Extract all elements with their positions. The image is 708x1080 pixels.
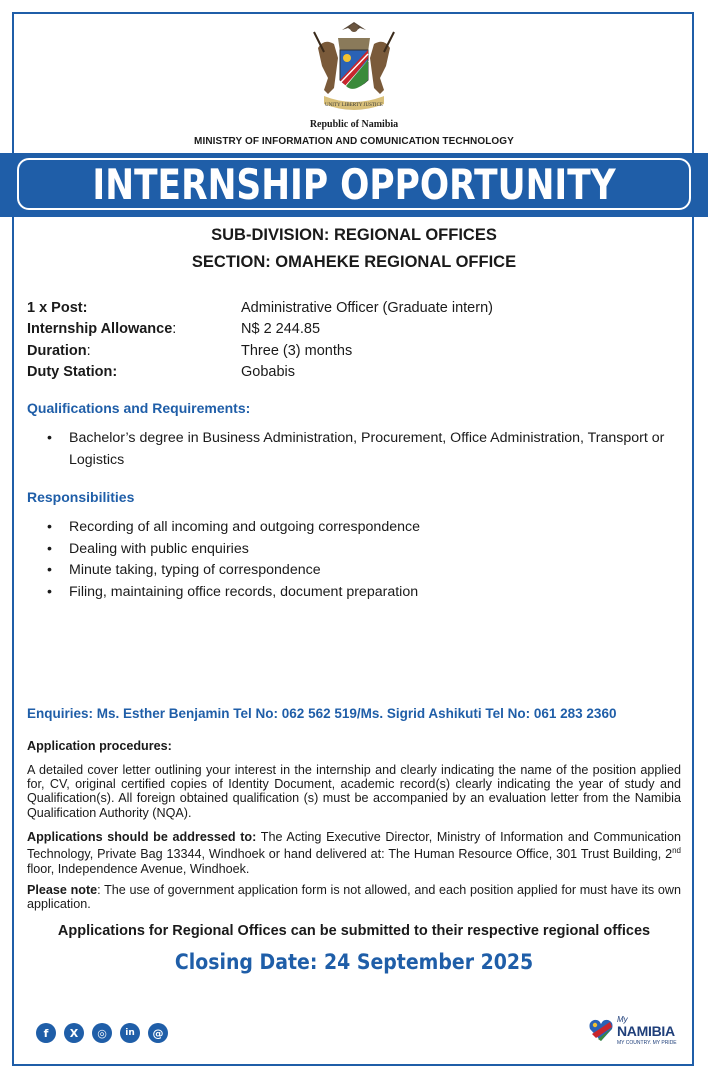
closing-date [0,950,708,974]
detail-row-post [27,297,687,319]
list-item: • Filing, maintaining office records, document preparation [27,582,689,604]
detail-label: Internship Allowance [27,321,173,338]
list-item: • Dealing with public enquiries [27,539,689,561]
note-text: : The use of government application form is not allowed, and each position applied for must have its own application. [27,883,681,912]
detail-row-allowance [27,319,687,341]
detail-label: Duty Station: [27,364,118,381]
brand-tagline: MY COUNTRY. MY PRIDE [617,1040,677,1046]
address-superscript: nd [672,846,681,856]
application-note [27,883,681,911]
instagram-icon[interactable]: ◎ [92,1023,112,1043]
detail-row-duration [27,340,687,362]
facebook-icon[interactable]: f [36,1023,56,1043]
application-procedures-heading: Application procedures: [27,739,172,753]
ministry-name: MINISTRY OF INFORMATION AND COMUNICATION TECHNOLOGY [194,136,514,147]
my-namibia-logo [586,1014,682,1050]
address-text-end: floor, Independence Avenue, Windhoek. [27,861,250,876]
detail-row-station [27,362,687,384]
list-item: • Recording of all incoming and outgoing correspondence [27,517,689,539]
list-item: • Minute taking, typing of correspondence [27,560,689,582]
responsibilities-heading: Responsibilities [27,489,135,505]
address-label: Applications should be addressed to: [27,830,257,844]
detail-value: N$ 2 244.85 [241,321,321,338]
subdivision-heading: SUB-DIVISION: REGIONAL OFFICES [211,226,497,244]
title-banner-frame [17,158,691,210]
linkedin-icon[interactable]: in [120,1023,140,1043]
section-heading: SECTION: OMAHEKE REGIONAL OFFICE [191,253,517,271]
title-banner [0,153,708,217]
detail-label: 1 x Post: [27,299,88,316]
enquiries-line: Enquiries: Ms. Esther Benjamin Tel No: 062 562 519/Ms. Sigrid Ashikuti Tel No: 061 283 2360 [27,706,617,721]
detail-label-colon: : [172,321,177,338]
application-address [27,830,681,876]
brand-name: NAMIBIA [617,1023,675,1039]
threads-icon[interactable]: @ [148,1023,168,1043]
republic-name: Republic of Namibia [309,119,399,130]
page-title: INTERNSHIP OPPORTUNITY [92,159,616,209]
regional-offices-note: Applications for Regional Offices can be submitted to their respective regional offices [57,923,651,939]
heart-flag-icon [588,1018,614,1042]
brand-my: My [617,1015,628,1024]
social-links [36,1023,168,1043]
address-text: The Acting Executive Director, Ministry of Information and Communication Technology, Private Bag 13344, Windhoek or hand delivered at: The Human Resource Office, 301 Trust Building, 2 [27,830,681,862]
qualifications-list [27,428,689,471]
closing-date-text: Closing Date: 24 September 2025 [174,950,534,974]
post-details [27,297,687,383]
detail-value: Administrative Officer (Graduate intern) [241,299,493,316]
detail-value: Gobabis [241,364,296,381]
note-label: Please note [27,883,98,897]
coat-of-arms-icon [304,18,404,122]
application-procedure-text: A detailed cover letter outlining your interest in the internship and clearly indicating the name of the position applied for, CV, original certified copies of Identity Document, academic record(s) clearly indicating the year of study and Qualification(s). All foreign obtained qualification (s) must be accompanied by an evaluation letter from the Namibia Qualification Authority (NQA). [27,763,681,820]
x-icon[interactable]: X [64,1023,84,1043]
crest-motto: UNITY LIBERTY JUSTICE [325,103,383,108]
detail-value: Three (3) months [241,342,353,359]
detail-label-colon: : [86,342,91,359]
list-item: • Bachelor’s degree in Business Administration, Procurement, Office Administration, Transport or Logistics [27,428,689,471]
detail-label: Duration [27,342,87,359]
qualifications-heading: Qualifications and Requirements: [27,400,251,416]
responsibilities-list [27,517,689,603]
